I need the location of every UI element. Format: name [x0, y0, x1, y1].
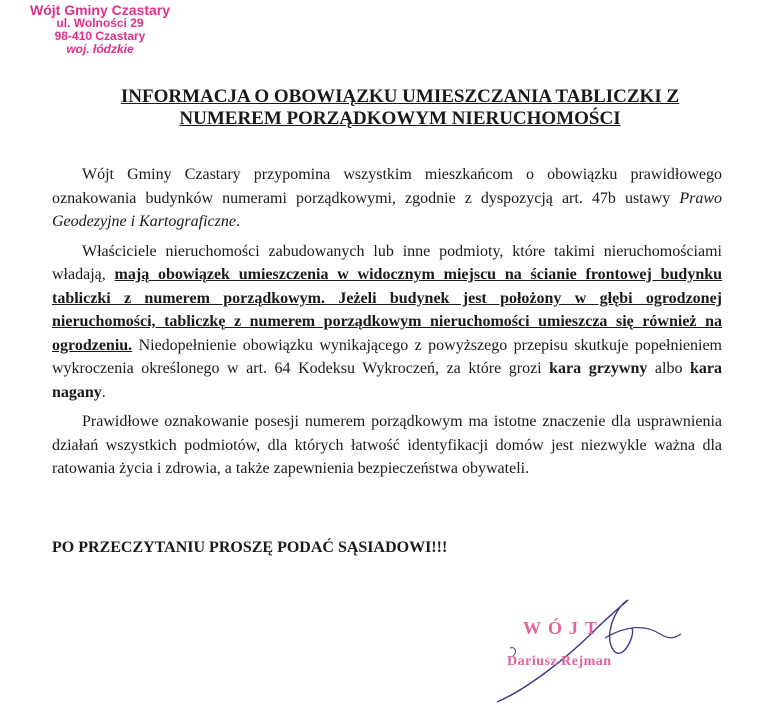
- p1-text: Wójt Gminy Czastary przypomina wszystkim mieszkańcom o obowiązku prawidłowego oznakowania budynków numerami porządkowymi, zgodnie z dyspozycją art. 47b ustawy: [52, 166, 722, 207]
- document-body: [52, 163, 722, 487]
- stamp-office: Wójt Gminy Czastary: [29, 2, 171, 18]
- p2-rest: Niedopełnienie obowiązku wynikającego z powyższego przepisu skutkuje popełnieniem wykroczenia określonego w art. 64 Kodeksu Wykroczeń, za które grozi: [52, 336, 722, 377]
- paragraph-3: Prawidłowe oznakowanie posesji numerem porządkowym ma istotne znaczenie dla usprawnienia działań wszystkich podmiotów, dla których łatwość identyfikacji domów jest niezwykle ważna dla ratowania życia i zdrowia, a także zapewnienia bezpieczeństwa obywateli.: [52, 413, 722, 477]
- p2-or: albo: [647, 360, 690, 377]
- p1-law-name: Prawo Geodezyjne i Kartograficzne: [52, 189, 722, 230]
- stamp-street: ul. Wolności 29: [56, 16, 144, 30]
- signature-title: WÓJT: [523, 618, 605, 638]
- handwritten-signature: [485, 590, 685, 710]
- p2-obligation: mają obowiązek umieszczenia w widocznym miejscu na ścianie frontowej budynku tabliczki z numerem porządkowym. Jeżeli budynek jest położony w głębi ogrodzonej nieruchomości, tabliczkę z numerem porządkowym nieruchomości umieszcza się również na ogrodzeniu.: [52, 266, 723, 354]
- p2-fine-1: kara grzywny: [549, 360, 648, 377]
- signature-name: Dariusz Rejman: [507, 654, 612, 669]
- stamp-postal: 98-410 Czastary: [54, 29, 146, 43]
- signature-block: [485, 590, 685, 710]
- p1-end: .: [235, 213, 240, 230]
- p2-end: .: [101, 383, 106, 401]
- paragraph-2: [52, 240, 722, 405]
- paragraph-1: [52, 163, 722, 234]
- address-stamp: [20, 4, 180, 56]
- stamp-province: woj. łódzkie: [66, 42, 134, 56]
- p2-fine-2: kara nagany: [52, 360, 722, 401]
- p2-start: Właściciele nieruchomości zabudowanych lub inne podmioty, które takimi nieruchomościami władają,: [52, 242, 722, 283]
- title-line-1: INFORMACJA O OBOWIĄZKU UMIESZCZANIA TABLICZKI Z: [120, 86, 680, 107]
- document-title: [60, 86, 740, 130]
- title-line-2: NUMEREM PORZĄDKOWYM NIERUCHOMOŚCI: [179, 108, 621, 129]
- closing-note: PO PRZECZYTANIU PROSZĘ PODAĆ SĄSIADOWI!!!: [52, 539, 448, 556]
